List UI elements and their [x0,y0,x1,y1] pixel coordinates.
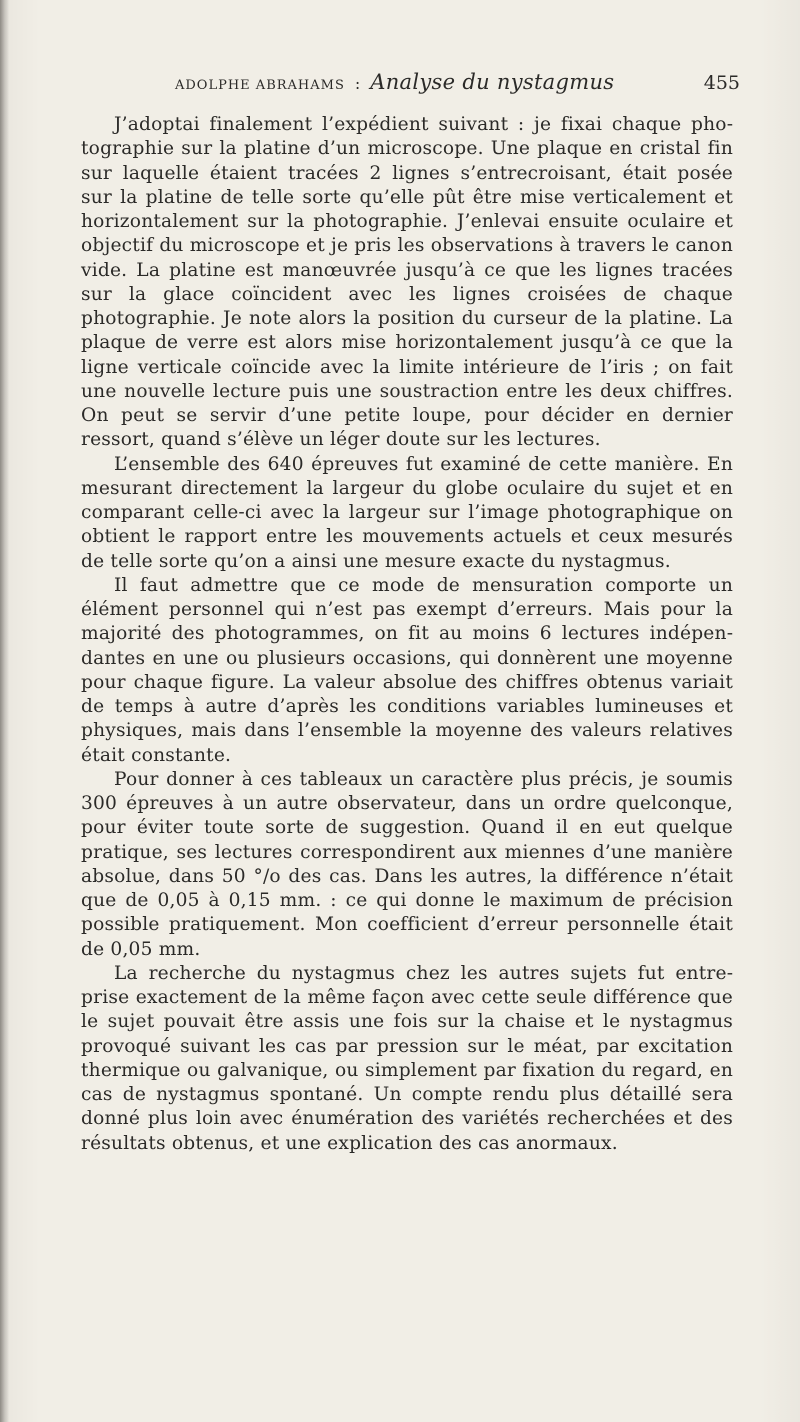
paragraph: Il faut admettre que ce mode de mensuration comporte un élément personnel qui n’est pas exempt d’erreurs. Mais pour la majorité des photogrammes, on fit au moins 6 lectures indépendantes en une ou plusieurs occasions, qui donnèrent une moyenne pour chaque figure. La valeur absolue des chiffres obtenus variait de temps à autre d’après les conditions variables lumineuses et physiques, mais dans l’ensemble la moyenne des valeurs relatives était constante. [81,574,733,766]
page-number: 455 [703,72,740,94]
header-author: ADOLPHE ABRAHAMS [175,78,345,93]
body-text [81,113,733,1156]
paragraph: L’ensemble des 640 épreuves fut examiné de cette manière. En mesurant directement la largeur du globe oculaire du sujet et en comparant celle-ci avec la largeur sur l’image photographique on obtient le rapport entre les mouvements actuels et ceux mesurés de telle sorte qu’on a ainsi une mesure exacte du nystagmus. [81,453,733,572]
header-title: Analyse du nystagmus [370,70,615,94]
binding-shadow [0,0,9,1422]
paragraph: La recherche du nystagmus chez les autres sujets fut entreprise exactement de la même façon avec cette seule différence que le sujet pouvait être assis une fois sur la chaise et le nystagmus provoqué suivant les cas par pression sur le méat, par excitation thermique ou galvanique, ou simplement par fixation du regard, en cas de nystagmus spontané. Un compte rendu plus détaillé sera donné plus loin avec énumération des variétés recherchées et des résultats obtenus, et une explication des cas anormaux. [81,962,733,1154]
running-header [175,70,740,100]
paragraph: Pour donner à ces tableaux un caractère plus précis, je soumis 300 épreuves à un autre observateur, dans un ordre quelconque, pour éviter toute sorte de suggestion. Quand il en eut quelque pratique, ses lectures correspondirent aux miennes d’une manière absolue, dans 50 °/o des cas. Dans les autres, la différence n’était que de 0,05 à 0,15 mm. : ce qui donne le maximum de précision possible pratiquement. Mon coefficient d’erreur personnelle était de 0,05 mm. [81,768,733,960]
header-separator: : [354,74,361,93]
paragraph: J’adoptai finalement l’expédient suivant : je fixai chaque photographie sur la platine d’un microscope. Une plaque en cristal fin sur laquelle étaient tracées 2 lignes s’entrecroisant, était posée sur la platine de telle sorte qu’elle pût être mise verticalement et horizontalement sur la photographie. J’enlevai ensuite oculaire et objectif du microscope et je pris les observations à travers le canon vide. La platine est manœuvrée jusqu’à ce que les lignes tracées sur la glace coïncident avec les lignes croisées de chaque photographie. Je note alors la position du curseur de la platine. La plaque de verre est alors mise horizontalement jusqu’à ce que la ligne verticale coïncide avec la limite intérieure de l’iris ; on fait une nouvelle lecture puis une soustraction entre les deux chiffres. On peut se servir d’une petite loupe, pour décider en dernier ressort, quand s’élève un léger doute sur les lectures. [81,114,733,451]
